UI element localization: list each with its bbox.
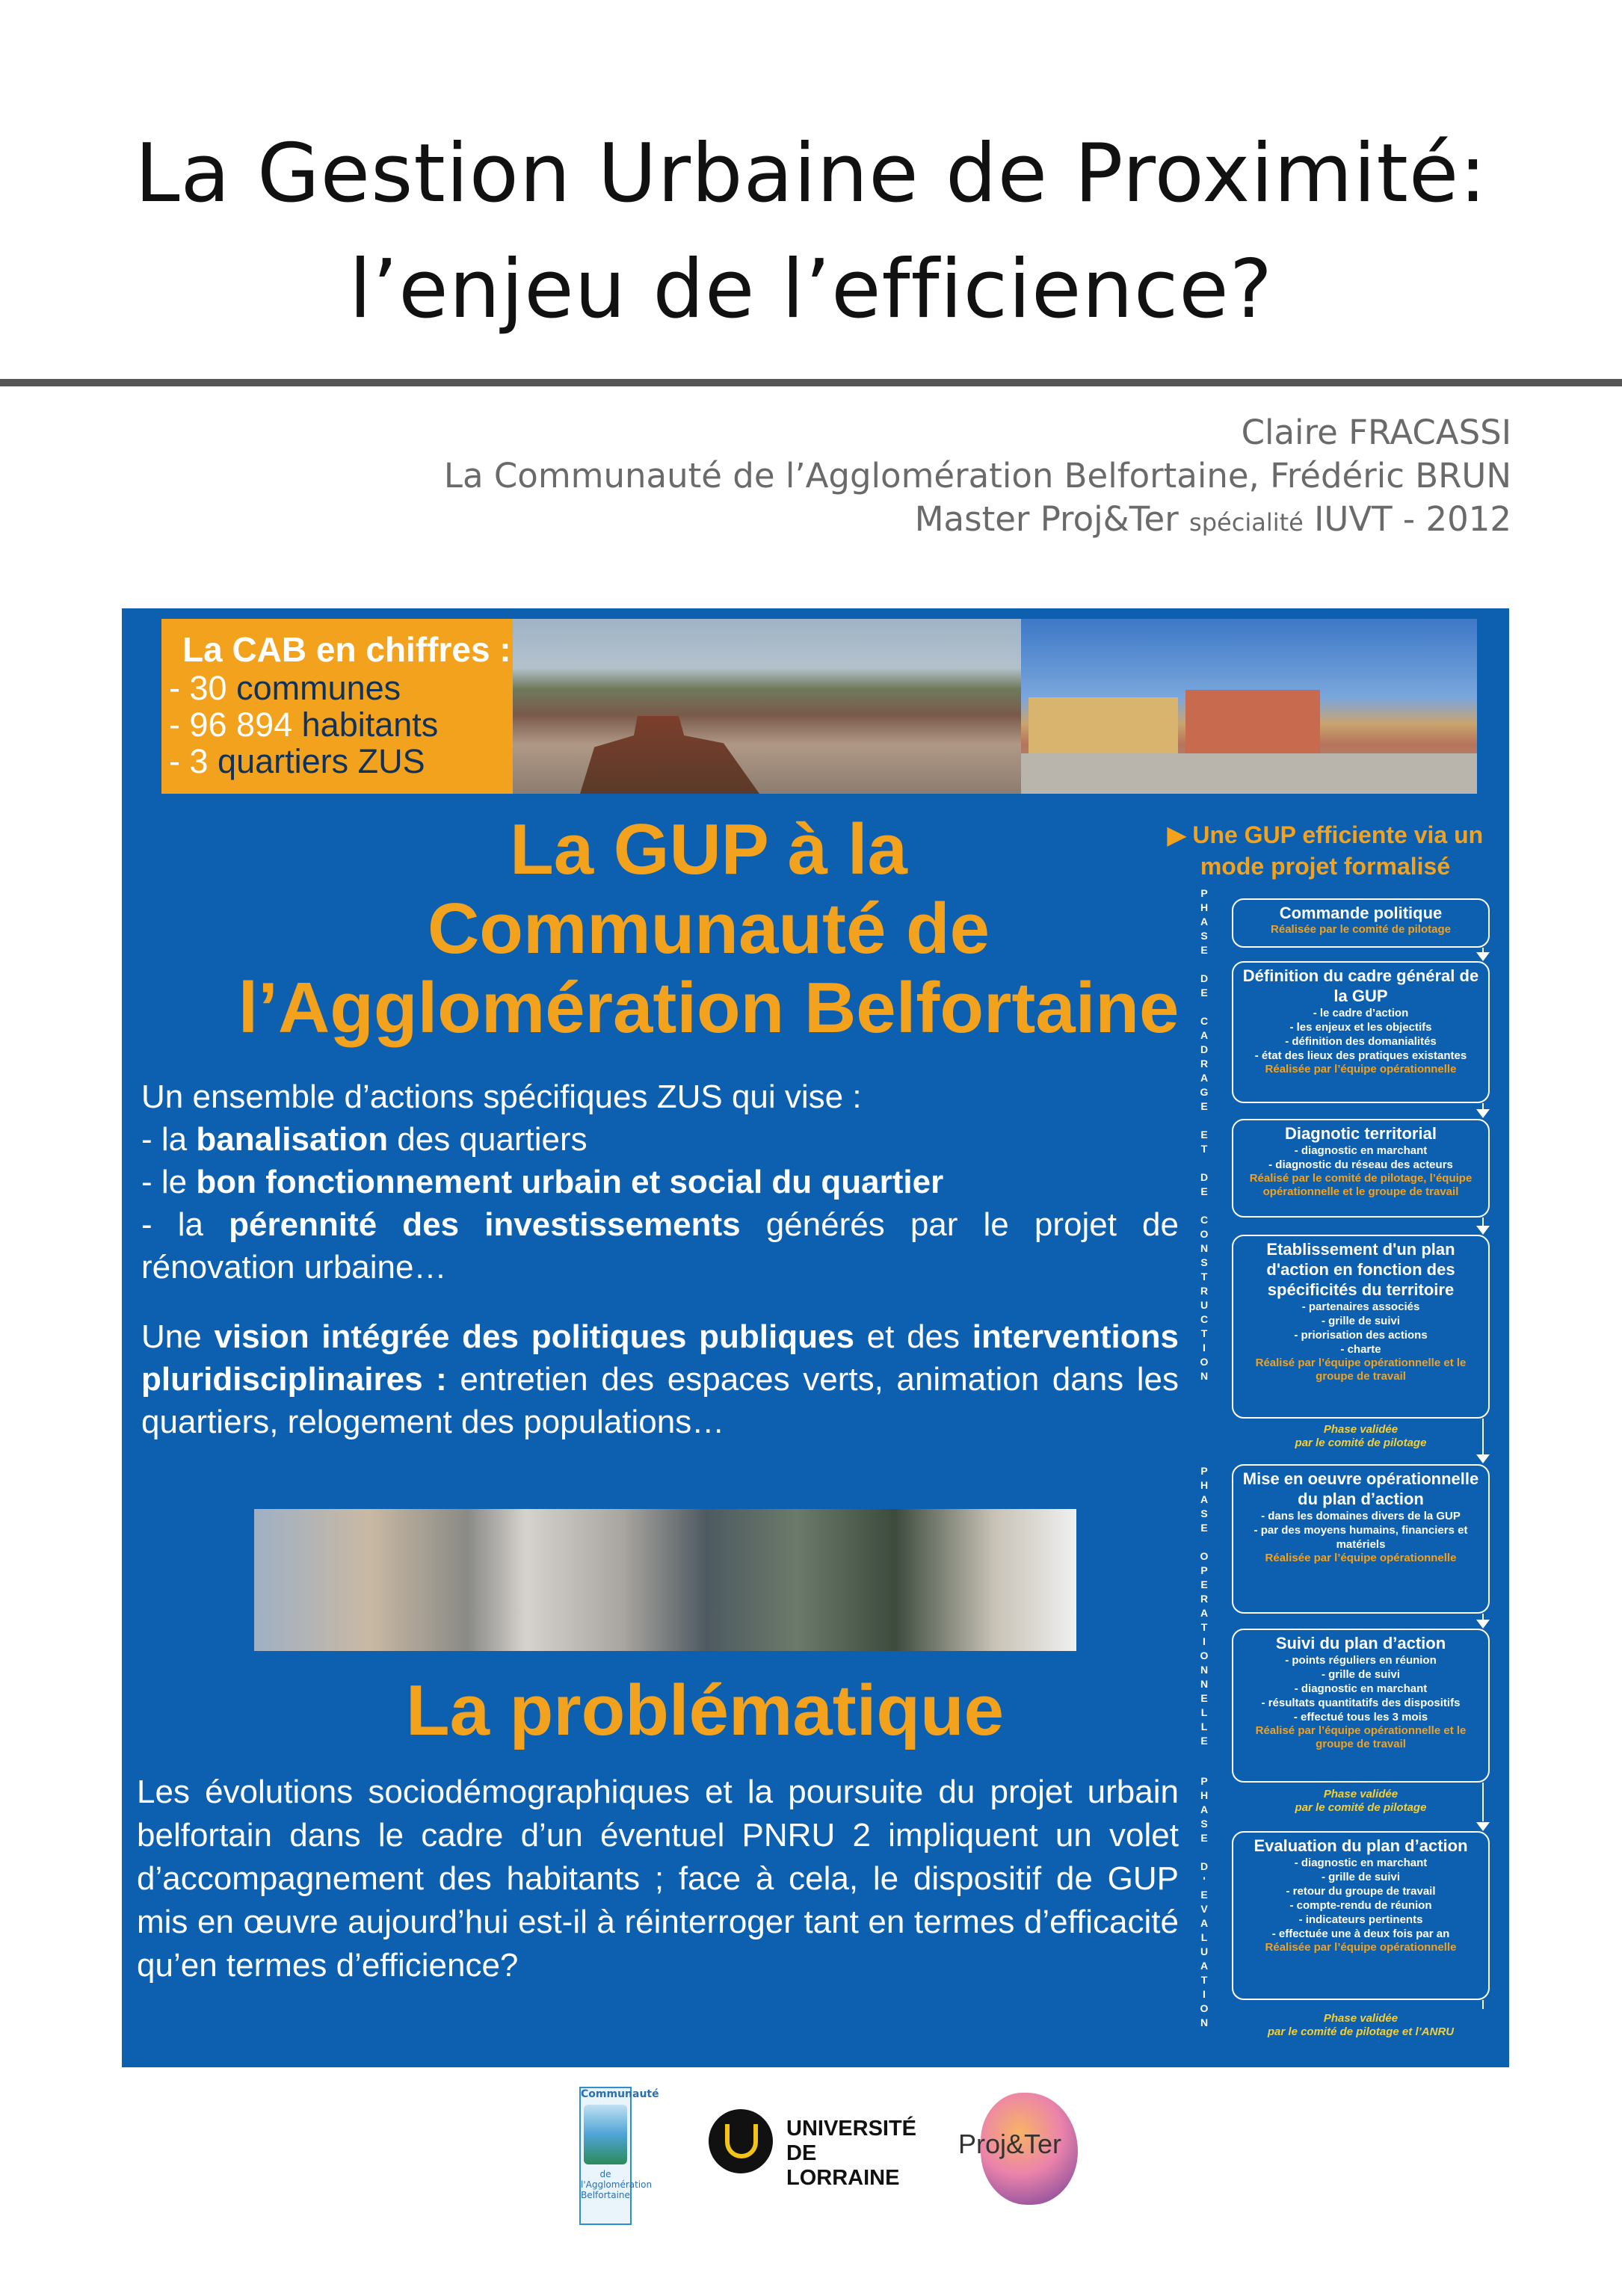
step-mise-en-oeuvre: Mise en oeuvre opérationnelle du plan d’action - dans les domaines divers de la GUP - par des moyens humains, financiers et matériels Réalisée par l’équipe opérationnelle [1232,1464,1490,1614]
poster-title [0,116,1622,348]
cab-figures-box [161,619,513,794]
step-plan-action: Etablissement d'un plan d'action en fonction des spécificités du territoire - partenaires associés - grille de suivi - priorisation des actions - charte Réalisé par l’équipe opérationnelle et le groupe de travail [1232,1235,1490,1419]
validation-1: Phase validée par le comité de pilotage [1295,1423,1427,1449]
flow-arrow [1476,1109,1490,1118]
cab-logo-top-text: Communauté [581,2088,659,2100]
process-heading-line-1: ▶ Une GUP efficiente via un [1167,821,1484,848]
projter-logo [958,2093,1108,2205]
problematique-text: Les évolutions sociodémographiques et la poursuite du projet urbain belfortain dans le cadre d’un éventuel PNRU 2 impliquent un volet d’accompagnement des habitants ; face à cela, le dispositif de GUP mis en œuvre aujourd’hui est-il à réinterroger tant en termes d’efficacité qu’en termes d’efficience? [137,1774,1179,1984]
gup-bullet-3: - la pérennité des investissements générés par le projet de rénovation urbaine… [141,1206,1179,1286]
flow-line [1482,2000,1484,2009]
cab-logo [579,2087,659,2225]
building-shape [1029,697,1178,753]
step-diagnostic-territorial: Diagnotic territorial - diagnostic en marchant - diagnostic du réseau des acteurs Réalisé par le comité de pilotage, l’équipe opérationnelle et le groupe de travail [1232,1119,1490,1218]
flow-arrow [1476,952,1490,961]
process-heading-line-2: mode projet formalisé [1200,853,1451,880]
program-name: Master Proj&Ter [914,499,1179,539]
gup-intro [141,1076,1179,1289]
step-evaluation: Evaluation du plan d’action - diagnostic en marchant - grille de suivi - retour du groupe de travail - compte-rendu de réunion - indicateurs pertinents - effectuée une à deux fois par an Réalisée par l’équipe opérationnelle [1232,1831,1490,2000]
building-shape [1185,690,1320,753]
authors-block [444,411,1511,544]
gup-description [141,1076,1179,1458]
gup-title-line-1: La GUP à la [510,809,907,889]
street-cleaning-photo-strip [254,1509,1076,1651]
universite-lorraine-logo [709,2109,925,2190]
belfort-citadel-photo [513,619,1021,794]
flow-arrow [1476,1226,1490,1235]
flow-line [1482,1419,1484,1454]
gup-vision-paragraph: Une vision intégrée des politiques publiques et des interventions pluridisciplinaires : entretien des espaces verts, animation dans les quartiers, relogement des populations… [141,1318,1180,1440]
process-heading [1153,819,1497,882]
gup-title [137,810,1280,1048]
step-suivi-plan: Suivi du plan d’action - points réguliers en réunion - grille de suivi - diagnostic en marchant - résultats quantitatifs des dispositifs - effectué tous les 3 mois Réalisé par l’équipe opérationnelle et le groupe de travail [1232,1629,1490,1783]
title-line-2: l’enjeu de l’efficience? [348,243,1274,336]
citadel-shape [580,716,759,794]
flow-arrow [1476,1454,1490,1463]
validation-2: Phase validée par le comité de pilotage [1295,1788,1427,1814]
phase-label-evaluation: P H A S E D ' E V A L U A T I O N [1200,1775,1209,2028]
title-line-1: La Gestion Urbaine de Proximité: [135,127,1487,220]
step-commande-politique: Commande politique Réalisée par le comité de pilotage [1232,898,1490,948]
flow-arrow [1476,1822,1490,1831]
flow-line [1482,1783,1484,1821]
validation-3: Phase validée par le comité de pilotage et l’ANRU [1267,2012,1455,2038]
cab-figure-communes: - 30 communes [169,669,401,707]
flow-arrow [1476,1620,1490,1629]
gup-bullet-1: - la banalisation des quartiers [141,1121,588,1158]
ul-emblem [709,2109,773,2173]
title-rule [0,379,1622,386]
phase-label-cadrage: P H A S E D E C A D R A G E E T D E C O N S T R U C T I O N [1200,887,1209,1382]
gup-intro-line: Un ensemble d’actions spécifiques ZUS qui vise : [141,1078,862,1115]
program-year: IUVT - 2012 [1314,499,1511,539]
ul-wordmark: UNIVERSITÉ DE LORRAINE [786,2117,917,2190]
housing-square-photo [1021,619,1477,794]
step-definition-cadre: Définition du cadre général de la GUP - le cadre d’action - les enjeux et les objectifs - définition des domanialités - état des lieux des pratiques existantes Réalisée par l’équipe opérationnelle [1232,961,1490,1103]
program-speciality: spécialité [1189,508,1304,537]
plaza-shape [1021,753,1477,794]
cab-logo-bottom-text: de l'Agglomération Belfortaine [581,2169,653,2200]
phase-label-operationnelle: P H A S E O P E R A T I O N N E L L E [1200,1465,1209,1747]
cab-figure-zus: - 3 quartiers ZUS [169,742,425,780]
author-name: Claire FRACASSI [1241,413,1511,452]
poster-panel [122,608,1509,2067]
gup-title-line-3: l’Agglomération Belfortaine [238,968,1180,1048]
gup-title-line-2: Communauté de [427,889,990,969]
cab-figure-habitants: - 96 894 habitants [169,706,439,744]
gup-bullet-2: - le bon fonctionnement urbain et social du quartier [141,1164,944,1200]
problematique-title: La problématique [405,1670,1005,1750]
program-line [444,498,1511,544]
cab-logo-emblem [584,2105,627,2164]
projter-wordmark: Proj&Ter [958,2129,1062,2159]
cab-figures-title: La CAB en chiffres : [182,630,511,669]
partner-name: La Communauté de l’Agglomération Belfortaine, Frédéric BRUN [443,456,1511,496]
